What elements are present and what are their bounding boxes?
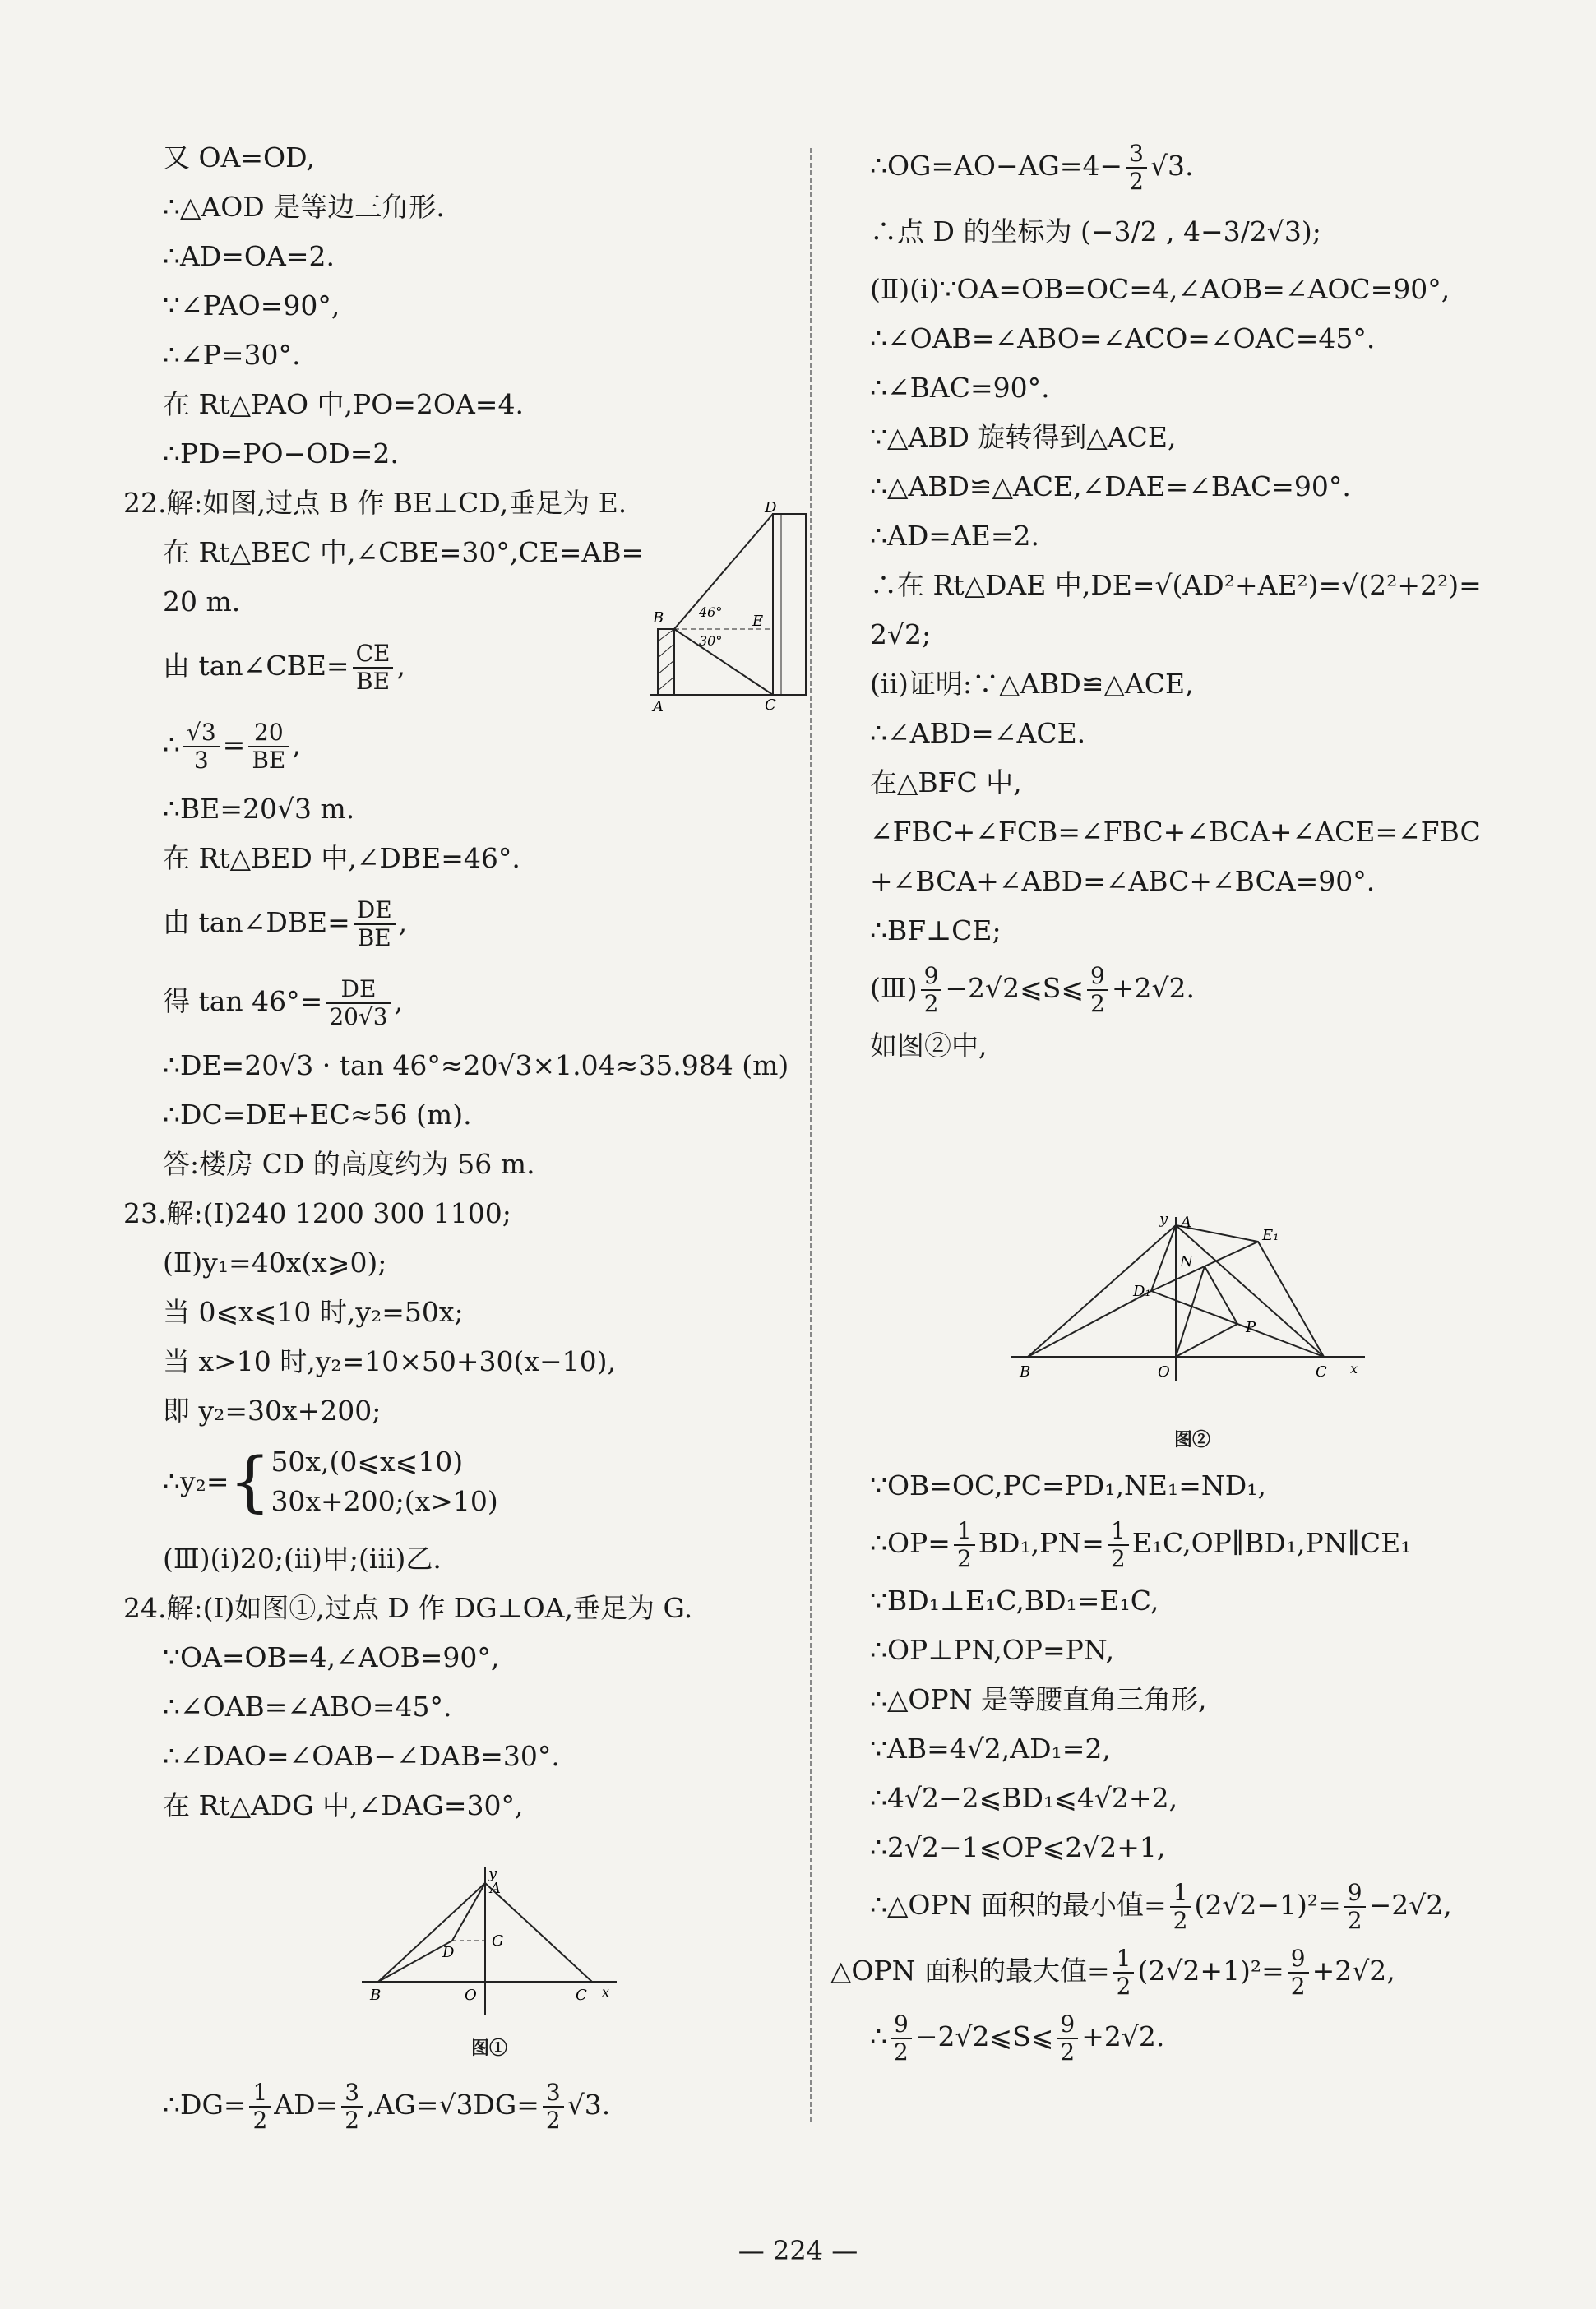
text-line: (Ⅱ)(ⅰ)∵OA=OB=OC=4,∠AOB=∠AOC=90°,: [870, 273, 1450, 305]
svg-text:P: P: [1246, 1319, 1256, 1336]
svg-text:O: O: [1158, 1363, 1170, 1381]
text-line: ∴4√2−2⩽BD₁⩽4√2+2,: [870, 1782, 1178, 1814]
fraction: $\frac{3}{2}$: [1126, 141, 1147, 195]
fraction: $\frac{9}{2}$: [1057, 2011, 1078, 2066]
text-line: ∴在 Rt△DAE 中,DE=√(AD²+AE²)=√(2²+2²)=: [870, 569, 1482, 601]
text-line: ∴∠DAO=∠OAB−∠DAB=30°.: [163, 1740, 560, 1772]
text-line: 由 tan∠CBE= $\frac{CE}{BE}$ ,: [163, 640, 405, 695]
text-line: ∴AD=OA=2.: [163, 240, 335, 272]
fraction: $\frac{9}{2}$: [921, 963, 942, 1017]
text-line: ∴PD=PO−OD=2.: [163, 437, 399, 470]
text-line: 答:楼房 CD 的高度约为 56 m.: [163, 1148, 535, 1180]
text-line: 得 tan 46°= $\frac{DE}{20√3}$ ,: [163, 975, 404, 1030]
svg-text:D: D: [442, 1944, 455, 1961]
text-line: ∵OA=OB=4,∠AOB=90°,: [163, 1641, 500, 1673]
text-line: 在 Rt△PAO 中,PO=2OA=4.: [163, 388, 524, 420]
text-line: ∴∠OAB=∠ABO=∠ACO=∠OAC=45°.: [870, 322, 1376, 354]
svg-text:x: x: [602, 1984, 610, 2000]
text-line: ∴△AOD 是等边三角形.: [163, 191, 445, 223]
text-line: (Ⅲ) $\frac{9}{2}$ −2√2⩽S⩽ $\frac{9}{2}$ +2√2.: [870, 962, 1195, 1017]
text-line: 在△BFC 中,: [870, 766, 1022, 798]
text-line: ∴OP⊥PN,OP=PN,: [870, 1634, 1115, 1666]
svg-text:A: A: [490, 1880, 501, 1897]
fraction: $\frac{DE}{BE}$: [354, 897, 396, 951]
text-line: ∴DC=DE+EC≈56 (m).: [163, 1099, 472, 1131]
text-line: ∴∠OAB=∠ABO=45°.: [163, 1691, 452, 1723]
text-line: +∠BCA+∠ABD=∠ABC+∠BCA=90°.: [870, 865, 1376, 897]
fraction: $\frac{1}{2}$: [1170, 1880, 1191, 1934]
svg-text:B: B: [1020, 1363, 1031, 1381]
text-line: 当 x>10 时,y₂=10×50+30(x−10),: [163, 1345, 617, 1377]
text-line: ∴BF⊥CE;: [870, 914, 1002, 946]
text-line: ∴△ABD≌△ACE,∠DAE=∠BAC=90°.: [870, 470, 1351, 502]
svg-text:A: A: [653, 698, 664, 711]
text-line: 由 tan∠DBE= $\frac{DE}{BE}$ ,: [163, 896, 408, 951]
text-line: ∴OG=AO−AG=4− $\frac{3}{2}$ √3.: [870, 140, 1194, 195]
svg-text:E: E: [752, 613, 764, 630]
svg-text:N: N: [1180, 1253, 1193, 1270]
text-line: ∴△OPN 是等腰直角三角形,: [870, 1683, 1207, 1715]
text-line: ∵BD₁⊥E₁C,BD₁=E₁C,: [870, 1585, 1159, 1617]
text-line: ∴DG= $\frac{1}{2}$ AD= $\frac{3}{2}$ ,AG=√3DG= $\frac{3}{2}$ √3.: [163, 2079, 611, 2134]
fraction: $\frac{CE}{BE}$: [353, 641, 394, 695]
fraction: $\frac{3}{2}$: [341, 2080, 363, 2134]
right-column: [830, 140, 1521, 1077]
text-line: 当 0⩽x⩽10 时,y₂=50x;: [163, 1296, 464, 1328]
text-line: 如图②中,: [870, 1030, 988, 1062]
svg-text:G: G: [492, 1932, 504, 1950]
text-line: ∴2√2−1⩽OP⩽2√2+1,: [870, 1831, 1166, 1863]
text-line: ∵△ABD 旋转得到△ACE,: [870, 421, 1177, 453]
coordinate: (−3/2 , 4−3/2√3);: [1080, 215, 1321, 248]
text-line: ∵OB=OC,PC=PD₁,NE₁=ND₁,: [870, 1469, 1266, 1502]
text-line: 在 Rt△BED 中,∠DBE=46°.: [163, 842, 520, 874]
text-line: ∴AD=AE=2.: [870, 520, 1039, 552]
piecewise: ∴y₂={ 50x,(0⩽x⩽10) 30x+200;(x>10): [163, 1443, 498, 1520]
text-line: ∴点 D 的坐标为 (−3/2 , 4−3/2√3);: [870, 215, 1321, 248]
svg-text:46°: 46°: [699, 604, 723, 620]
figure-1-caption: 图①: [470, 2038, 507, 2059]
fraction: $\frac{√3}{3}$: [183, 720, 220, 774]
fraction: $\frac{1}{2}$: [1108, 1518, 1129, 1572]
svg-text:y: y: [488, 1865, 497, 1882]
text-line: ∴OP= $\frac{1}{2}$ BD₁,PN= $\frac{1}{2}$ E₁C,OP∥BD₁,PN∥CE₁: [870, 1517, 1412, 1572]
fraction: $\frac{9}{2}$: [1087, 963, 1108, 1017]
fraction: $\frac{1}{2}$: [249, 2080, 271, 2134]
text-line: ∴∠BAC=90°.: [870, 372, 1050, 404]
left-column: [123, 140, 789, 1837]
figure-1: [354, 1850, 625, 2059]
question-22: 22.解:如图,过点 B 作 BE⊥CD,垂足为 E.: [123, 487, 627, 519]
svg-text:B: B: [653, 609, 664, 627]
svg-text:y: y: [1159, 1210, 1168, 1228]
fraction: $\frac{1}{2}$: [1113, 1946, 1135, 2000]
text-line: ∴DE=20√3 · tan 46°≈20√3×1.04≈35.984 (m): [163, 1049, 789, 1081]
svg-text:E₁: E₁: [1262, 1227, 1279, 1244]
right-column-lower: [830, 1468, 1521, 2076]
text-line: (Ⅲ)(ⅰ)20;(ⅱ)甲;(ⅲ)乙.: [163, 1543, 442, 1575]
text-line: ∴∠ABD=∠ACE.: [870, 717, 1086, 749]
page-number: — 224 —: [738, 2235, 858, 2266]
svg-text:D₁: D₁: [1133, 1283, 1151, 1300]
svg-text:C: C: [765, 696, 776, 711]
text-line: 20 m.: [163, 585, 241, 618]
text-line: 在 Rt△ADG 中,∠DAG=30°,: [163, 1789, 524, 1821]
figure-2-caption: 图②: [1173, 1429, 1210, 1451]
text-line: △OPN 面积的最大值= $\frac{1}{2}$ (2√2+1)²= $\frac{9}{2}$ +2√2,: [830, 1945, 1395, 2000]
svg-text:O: O: [465, 1987, 477, 2004]
svg-text:A: A: [1181, 1214, 1191, 1231]
text-line: ∵∠PAO=90°,: [163, 289, 340, 322]
text-line: ∴ $\frac{√3}{3}$ = $\frac{20}{BE}$ ,: [163, 719, 301, 774]
text-line: ∴△OPN 面积的最小值= $\frac{1}{2}$ (2√2−1)²= $\frac{9}{2}$ −2√2,: [870, 1879, 1452, 1934]
svg-text:D: D: [765, 499, 777, 516]
text-line: ∴BE=20√3 m.: [163, 793, 355, 825]
text-line: ∴ $\frac{9}{2}$ −2√2⩽S⩽ $\frac{9}{2}$ +2√2.: [870, 2011, 1165, 2066]
text-line: ∠FBC+∠FCB=∠FBC+∠BCA+∠ACE=∠FBC: [870, 816, 1481, 848]
figure-2: [1011, 1209, 1373, 1455]
text-line: 在 Rt△BEC 中,∠CBE=30°,CE=AB=: [163, 536, 645, 568]
svg-text:30°: 30°: [699, 633, 723, 649]
fraction: $\frac{9}{2}$: [891, 2011, 912, 2066]
question-23: 23.解:(Ⅰ)240 1200 300 1100;: [123, 1197, 511, 1229]
text-line: (ⅱ)证明:∵△ABD≌△ACE,: [870, 668, 1194, 700]
column-divider: [810, 148, 812, 2122]
text-line: 又 OA=OD,: [163, 141, 315, 174]
text-line: (Ⅱ)y₁=40x(x⩾0);: [163, 1247, 387, 1279]
question-24: 24.解:(Ⅰ)如图①,过点 D 作 DG⊥OA,垂足为 G.: [123, 1592, 693, 1624]
fraction: $\frac{20}{BE}$: [248, 720, 289, 774]
svg-text:B: B: [370, 1987, 382, 2004]
text-line: 即 y₂=30x+200;: [163, 1395, 382, 1427]
text-line: ∴∠P=30°.: [163, 339, 301, 371]
svg-text:C: C: [1316, 1363, 1327, 1381]
building-figure: [650, 497, 814, 711]
svg-text:C: C: [576, 1987, 587, 2004]
fraction: $\frac{DE}{20√3}$: [326, 976, 391, 1030]
fraction: $\frac{9}{2}$: [1288, 1946, 1309, 2000]
fraction: $\frac{3}{2}$: [543, 2080, 564, 2134]
text-line: ∵AB=4√2,AD₁=2,: [870, 1733, 1111, 1765]
fraction: $\frac{9}{2}$: [1344, 1880, 1366, 1934]
svg-text:x: x: [1350, 1361, 1358, 1377]
fraction: $\frac{1}{2}$: [954, 1518, 975, 1572]
text-line: 2√2;: [870, 618, 932, 650]
